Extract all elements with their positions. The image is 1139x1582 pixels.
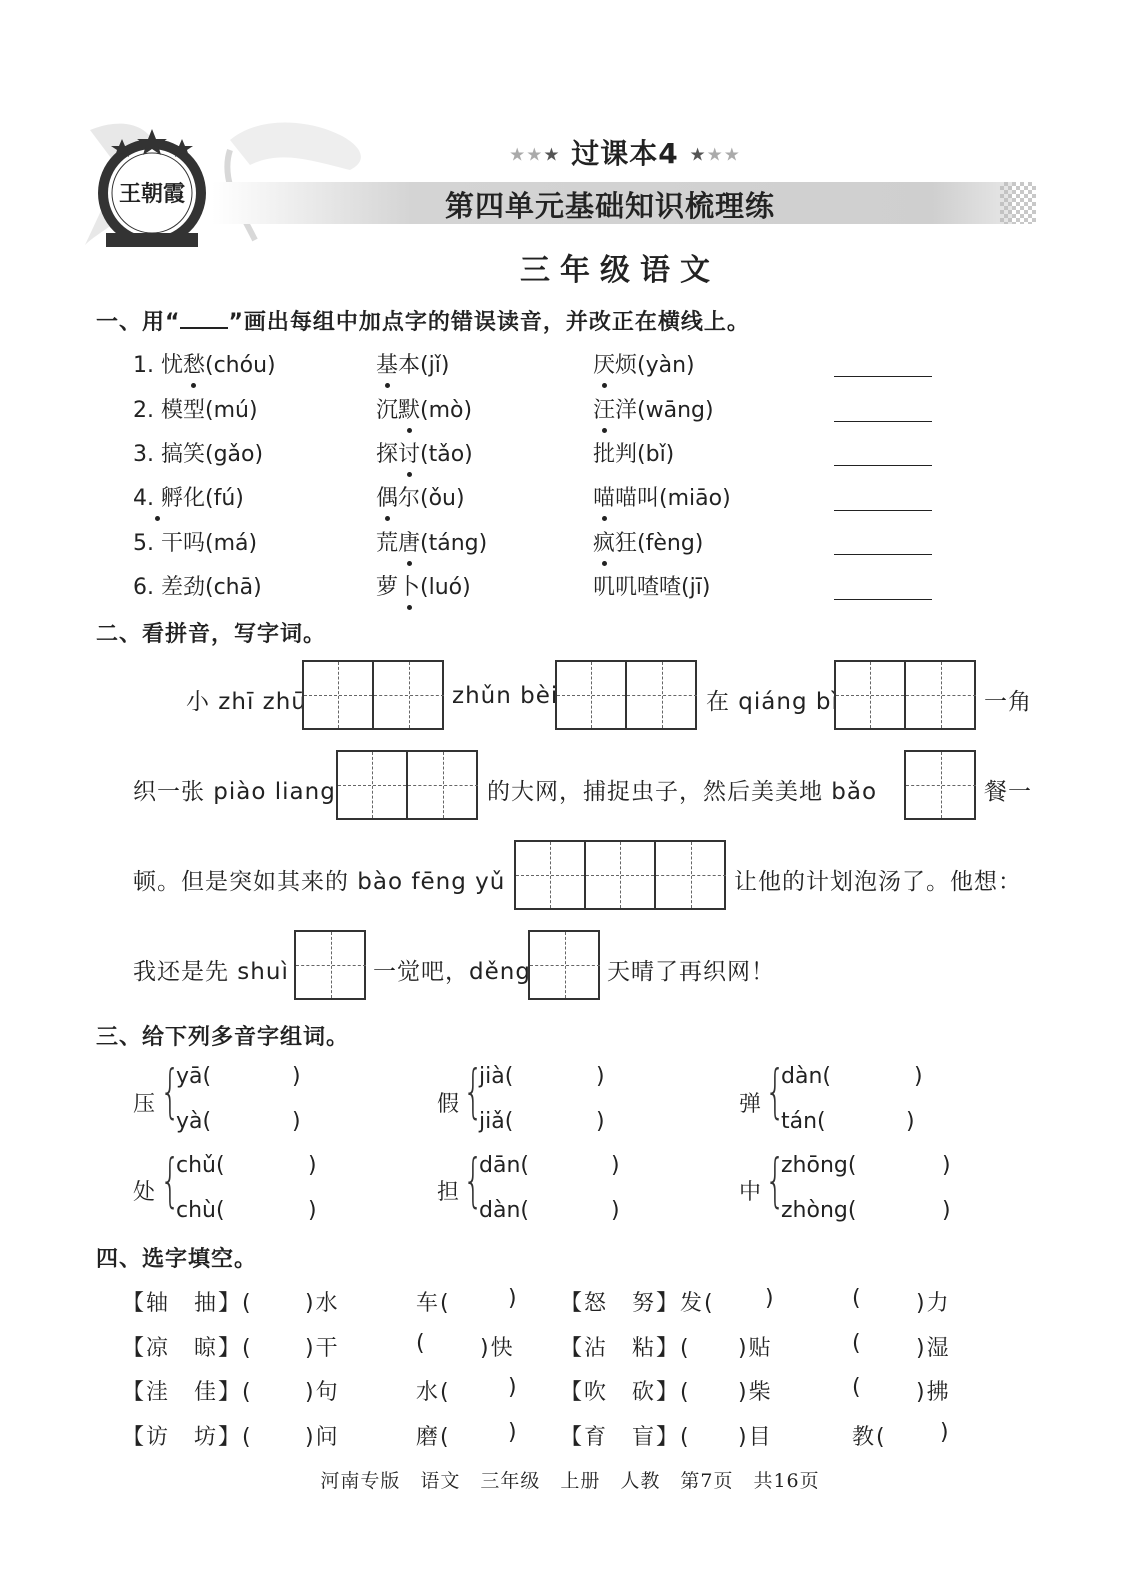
- s1-row-4-b: 偶尔(ǒu): [376, 481, 465, 512]
- close-paren: ): [906, 1109, 915, 1134]
- s2-text: 顿。但是突如其来的 bào fēng yǔ: [133, 869, 506, 895]
- s4-cell: (: [852, 1286, 863, 1311]
- s1-row-4: 4. 孵化(fú): [133, 481, 244, 512]
- s4-cell: 【沾 粘】(: [560, 1336, 691, 1361]
- answer-line[interactable]: [834, 509, 932, 511]
- section3-title: 三、给下列多音字组词。: [96, 1025, 350, 1050]
- page-subtitle: 三年级语文: [520, 253, 720, 288]
- s4-cell: )干: [305, 1336, 340, 1361]
- s4-cell: ): [508, 1286, 519, 1311]
- answer-line[interactable]: [834, 464, 932, 466]
- pinyin: jiǎ(: [479, 1109, 514, 1134]
- s4-cell: 车(: [416, 1291, 451, 1316]
- s4-cell: 教(: [852, 1425, 887, 1450]
- close-paren: ): [596, 1109, 605, 1134]
- s4-cell: )贴: [738, 1336, 773, 1361]
- close-paren: ): [611, 1198, 620, 1223]
- tian-grid-box[interactable]: [336, 750, 478, 820]
- s4-cell: )力: [916, 1291, 951, 1316]
- s1-row-1-c: 厌烦(yàn): [593, 348, 695, 379]
- close-paren: ): [292, 1109, 301, 1134]
- s2-text: 的大网，捕捉虫子，然后美美地 bǎo: [487, 779, 878, 805]
- s1-row-5-c: 疯狂(fèng): [593, 526, 703, 557]
- s4-cell: 【凉 晾】(: [122, 1336, 253, 1361]
- s4-cell: 【轴 抽】(: [122, 1291, 253, 1316]
- answer-line[interactable]: [834, 598, 932, 600]
- section1-title: 一、用“ ”画出每组中加点字的错误读音，并改正在横线上。: [96, 310, 750, 335]
- brace-icon: {: [765, 1057, 786, 1125]
- s2-text: 一角: [984, 689, 1032, 715]
- s1-row-6-b: 萝卜(luó): [376, 570, 471, 601]
- s1-row-6-c: 叽叽喳喳(jī): [593, 575, 711, 600]
- tian-grid-box[interactable]: [904, 750, 976, 820]
- logo-emblem: [92, 125, 212, 255]
- tian-grid-box[interactable]: [528, 930, 600, 1000]
- s4-cell: )句: [305, 1380, 340, 1405]
- polyphone-char: 压: [133, 1092, 156, 1117]
- tian-grid-box[interactable]: [555, 660, 697, 730]
- s4-cell: (: [852, 1331, 863, 1356]
- polyphone-char: 弹: [739, 1092, 762, 1117]
- close-paren: ): [942, 1153, 951, 1178]
- close-paren: ): [308, 1198, 317, 1223]
- s4-cell: ): [508, 1420, 519, 1445]
- s2-text: zhǔn bèi: [452, 683, 559, 709]
- s2-text: 织一张 piào liang: [133, 779, 336, 805]
- s4-cell: )问: [305, 1425, 340, 1450]
- tian-grid-box[interactable]: [514, 840, 726, 910]
- s2-text: 一觉吧，děng: [373, 959, 531, 985]
- s1-row-3-b: 探讨(tǎo): [376, 437, 473, 468]
- close-paren: ): [611, 1153, 620, 1178]
- s1-row-5: 5. 干吗(má): [133, 531, 258, 556]
- close-paren: ): [308, 1153, 317, 1178]
- s4-cell: 【吹 砍】(: [560, 1380, 691, 1405]
- brace-icon: {: [765, 1146, 786, 1214]
- s1-row-1-b: 基本(jǐ): [376, 348, 449, 379]
- section2-title: 二、看拼音，写字词。: [96, 622, 327, 647]
- s1-row-1: 1. 忧愁(chóu): [133, 348, 276, 379]
- s2-text: 餐一: [984, 779, 1032, 805]
- polyphone-char: 假: [437, 1092, 460, 1117]
- page-title: 第四单元基础知识梳理练: [444, 189, 775, 223]
- s4-cell: 水(: [416, 1380, 451, 1405]
- s4-cell: ): [765, 1286, 776, 1311]
- pinyin: zhōng(: [781, 1153, 857, 1178]
- s4-cell: ): [940, 1420, 951, 1445]
- s4-cell: )柴: [738, 1380, 773, 1405]
- pinyin: jià(: [479, 1064, 514, 1089]
- s2-text: 在 qiáng bì: [706, 689, 839, 715]
- page-footer: 河南专版 语文 三年级 上册 人教 第7页 共16页: [320, 1470, 820, 1492]
- s4-cell: 磨(: [416, 1425, 451, 1450]
- s1-row-2-b: 沉默(mò): [376, 393, 472, 424]
- course-label: ★★★ 过课本4 ★★★: [509, 137, 741, 170]
- pinyin: dàn(: [781, 1064, 831, 1089]
- pinyin: tán(: [781, 1109, 826, 1134]
- brace-icon: {: [160, 1146, 181, 1214]
- course-label-text: 过课本4: [571, 137, 679, 170]
- close-paren: ): [914, 1064, 923, 1089]
- brace-icon: {: [160, 1057, 181, 1125]
- close-paren: ): [596, 1064, 605, 1089]
- pinyin: dān(: [479, 1153, 529, 1178]
- polyphone-char: 处: [133, 1180, 156, 1205]
- tian-grid-box[interactable]: [294, 930, 366, 1000]
- s1-row-2: 2. 模型(mú): [133, 398, 258, 423]
- pinyin: yā(: [176, 1064, 212, 1089]
- s4-cell: )快: [480, 1336, 515, 1361]
- s4-cell: )目: [738, 1425, 773, 1450]
- s4-cell: )拂: [916, 1380, 951, 1405]
- s2-text: 让他的计划泡汤了。他想：: [734, 869, 1022, 895]
- s1-row-5-b: 荒唐(táng): [376, 526, 487, 557]
- s2-text: 天晴了再织网！: [607, 959, 775, 985]
- s4-cell: )湿: [916, 1336, 951, 1361]
- close-paren: ): [942, 1198, 951, 1223]
- close-paren: ): [292, 1064, 301, 1089]
- answer-line[interactable]: [834, 420, 932, 422]
- pinyin: dàn(: [479, 1198, 529, 1223]
- s1-row-3-c: 批判(bǐ): [593, 442, 675, 467]
- pinyin: zhòng(: [781, 1198, 857, 1223]
- brace-icon: {: [463, 1146, 484, 1214]
- s1-row-2-c: 汪洋(wāng): [593, 393, 714, 424]
- pinyin: yà(: [176, 1109, 212, 1134]
- s4-cell: ): [508, 1375, 519, 1400]
- s2-text: 我还是先 shuì: [133, 959, 289, 985]
- brace-icon: {: [463, 1057, 484, 1125]
- answer-line[interactable]: [834, 375, 932, 377]
- s2-text: 小 zhī zhū: [186, 689, 307, 715]
- polyphone-char: 担: [437, 1180, 460, 1205]
- pinyin: chù(: [176, 1198, 225, 1223]
- s1-row-3: 3. 搞笑(gǎo): [133, 442, 264, 467]
- s1-row-6: 6. 差劲(chā): [133, 575, 262, 600]
- polyphone-char: 中: [739, 1180, 762, 1205]
- pinyin: chǔ(: [176, 1153, 225, 1178]
- s4-cell: 【洼 佳】(: [122, 1380, 253, 1405]
- blank-line-sample: [180, 309, 228, 329]
- tian-grid-box[interactable]: [834, 660, 976, 730]
- tian-grid-box[interactable]: [302, 660, 444, 730]
- section4-title: 四、选字填空。: [96, 1247, 258, 1272]
- s4-cell: 【育 盲】(: [560, 1425, 691, 1450]
- checker-pattern: [1000, 182, 1036, 224]
- s4-cell: (: [852, 1375, 863, 1400]
- s1-row-4-c: 喵喵叫(miāo): [593, 481, 731, 512]
- s4-cell: 【访 坊】(: [122, 1425, 253, 1450]
- s4-cell: (: [416, 1331, 427, 1356]
- logo-text: 王朝霞: [118, 181, 186, 207]
- s4-cell: )水: [305, 1291, 340, 1316]
- s4-cell: 【怒 努】发(: [560, 1291, 715, 1316]
- answer-line[interactable]: [834, 553, 932, 555]
